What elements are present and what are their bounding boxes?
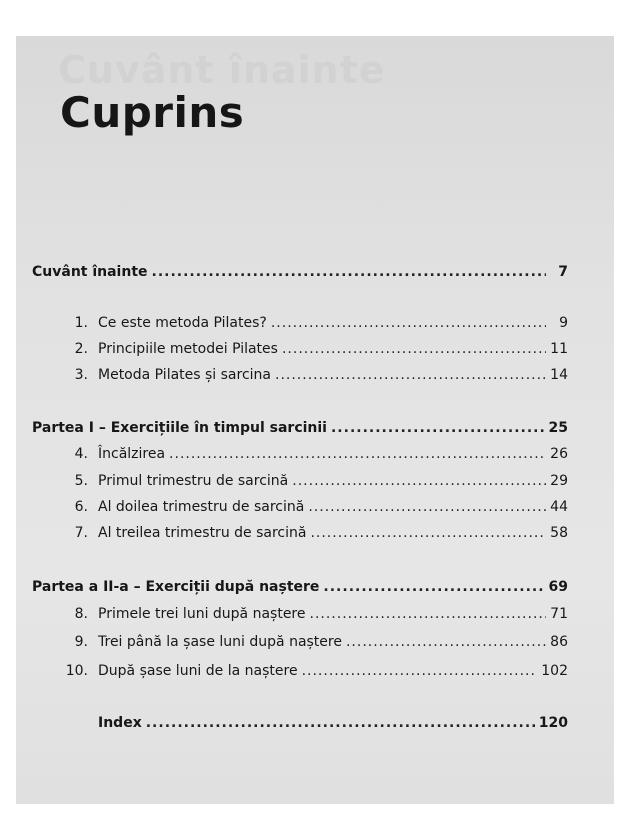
- leader-dots: [282, 341, 546, 357]
- toc-entry-chapter-4[interactable]: [64, 446, 568, 462]
- toc-entry-chapter-3[interactable]: [64, 367, 568, 383]
- toc-entry-chapter-5[interactable]: [64, 473, 568, 489]
- toc-entry-chapter-2[interactable]: [64, 341, 568, 357]
- chapter-number: 10.: [65, 663, 88, 679]
- toc-entry-intro[interactable]: [32, 264, 568, 280]
- leader-dots: [169, 446, 546, 462]
- chapter-number: 3.: [74, 367, 88, 383]
- toc-entry-page: 120: [538, 715, 568, 731]
- toc-entry-label: Trei până la șase luni după naștere: [98, 634, 342, 650]
- toc-entry-page: 14: [550, 367, 568, 383]
- toc-entry-chapter-9[interactable]: [64, 634, 568, 650]
- chapter-number: 9.: [74, 634, 88, 650]
- toc-entry-part-1[interactable]: [32, 420, 568, 436]
- toc-entry-page: 58: [550, 525, 568, 541]
- toc-entry-page: 29: [550, 473, 568, 489]
- toc-entry-page: 71: [550, 606, 568, 622]
- leader-dots: [310, 525, 546, 541]
- toc-entry-label: Al treilea trimestru de sarcină: [98, 525, 307, 541]
- toc-entry-part-2[interactable]: [32, 579, 568, 595]
- toc-entry-page: 11: [550, 341, 568, 357]
- toc-entry-label: Partea I – Exercițiile în timpul sarcinii: [32, 420, 327, 436]
- leader-dots: [152, 264, 546, 280]
- toc-entry-index[interactable]: [98, 715, 568, 731]
- leader-dots: [292, 473, 546, 489]
- leader-dots: [308, 499, 546, 515]
- toc-entry-chapter-10[interactable]: [64, 663, 568, 679]
- chapter-number: 6.: [74, 499, 88, 515]
- toc-entry-label: Partea a II-a – Exerciții după naștere: [32, 579, 320, 595]
- leader-dots: [323, 579, 544, 595]
- toc-entry-page: 102: [541, 663, 568, 679]
- leader-dots: [275, 367, 546, 383]
- leader-dots: [271, 315, 546, 331]
- toc-entry-page: 69: [548, 579, 568, 595]
- toc-entry-label: Index: [98, 715, 142, 731]
- toc-entry-page: 86: [550, 634, 568, 650]
- toc-entry-label: Metoda Pilates și sarcina: [98, 367, 271, 383]
- chapter-number: 1.: [74, 315, 88, 331]
- table-of-contents: [16, 36, 614, 804]
- toc-entry-chapter-1[interactable]: [64, 315, 568, 331]
- chapter-number: 5.: [74, 473, 88, 489]
- toc-entry-page: 44: [550, 499, 568, 515]
- toc-entry-label: Încălzirea: [98, 446, 166, 462]
- chapter-number: 2.: [74, 341, 88, 357]
- leader-dots: [331, 420, 545, 436]
- chapter-number: 4.: [74, 446, 88, 462]
- page-title: Cuprins: [60, 88, 245, 137]
- leader-dots: [346, 634, 546, 650]
- leader-dots: [146, 715, 535, 731]
- toc-entry-page: 26: [550, 446, 568, 462]
- chapter-number: 8.: [74, 606, 88, 622]
- toc-entry-label: Cuvânt înainte: [32, 264, 148, 280]
- toc-entry-chapter-7[interactable]: [64, 525, 568, 541]
- toc-entry-label: Al doilea trimestru de sarcină: [98, 499, 305, 515]
- toc-entry-page: 9: [559, 315, 568, 331]
- chapter-number: 7.: [74, 525, 88, 541]
- toc-entry-label: După șase luni de la naștere: [98, 663, 298, 679]
- toc-entry-label: Primul trimestru de sarcină: [98, 473, 289, 489]
- toc-entry-page: 25: [548, 420, 568, 436]
- toc-entry-page: 7: [558, 264, 568, 280]
- toc-entry-label: Ce este metoda Pilates?: [98, 315, 267, 331]
- ghost-heading: Cuvânt înainte: [58, 48, 386, 92]
- toc-entry-chapter-8[interactable]: [64, 606, 568, 622]
- leader-dots: [310, 606, 547, 622]
- toc-entry-label: Primele trei luni după naștere: [98, 606, 306, 622]
- toc-entry-label: Principiile metodei Pilates: [98, 341, 278, 357]
- toc-entry-chapter-6[interactable]: [64, 499, 568, 515]
- leader-dots: [302, 663, 538, 679]
- book-page: [16, 36, 614, 804]
